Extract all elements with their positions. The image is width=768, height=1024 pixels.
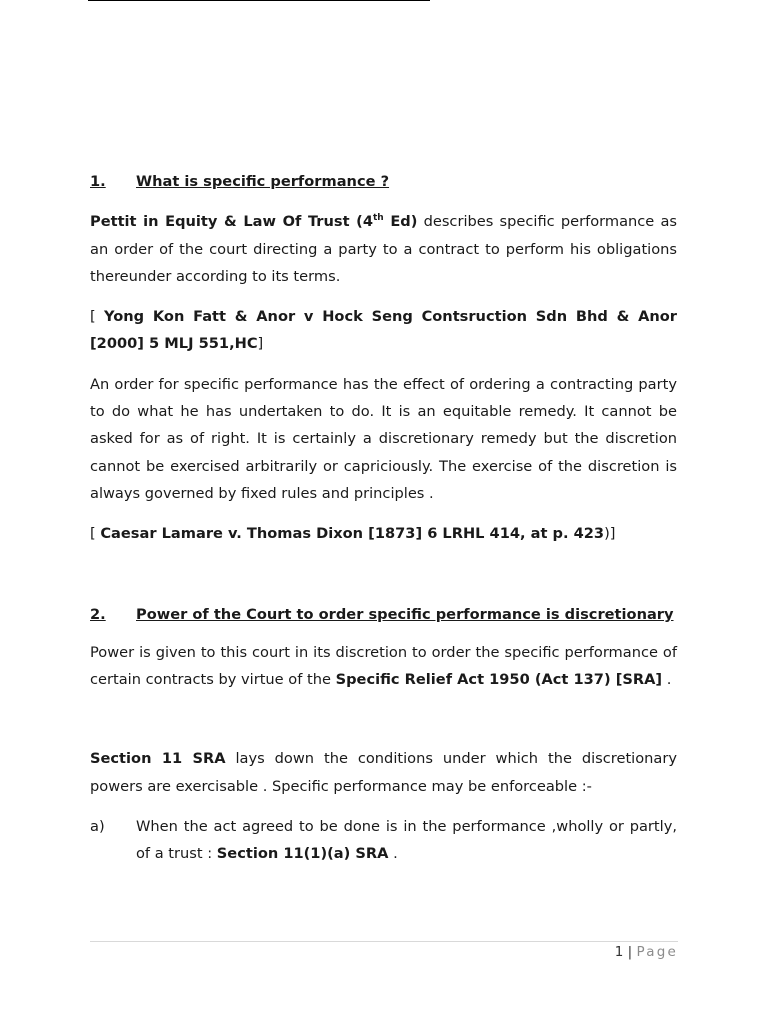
heading-2-text: Power of the Court to order specific performance is discretionary bbox=[136, 605, 674, 623]
paragraph-pettit: Pettit in Equity & Law Of Trust (4th Ed) describes specific performance as an order of the court directing a party to a contract to perform his obligations thereunder according to its terms. bbox=[90, 213, 677, 285]
list-item-a bbox=[90, 813, 677, 868]
heading-1 bbox=[90, 168, 677, 195]
page-separator: | bbox=[623, 944, 637, 960]
list-item-a-label: a) bbox=[90, 818, 105, 836]
footer-rule bbox=[90, 941, 678, 942]
heading-2 bbox=[90, 601, 677, 628]
list-item-a-text: When the act agreed to be done is in the performance ,wholly or partly, of a trust : Section 11(1)(a) SRA . bbox=[136, 818, 677, 863]
page-footer bbox=[615, 942, 678, 962]
paragraph-equitable-remedy: An order for specific performance has the effect of ordering a contracting party to do what he has undertaken to do. It is an equitable remedy. It cannot be asked for as of right. It is certainly a discretionary remedy but the discretion cannot be exercised arbitrarily or capriciously. The exercise of the discretion is always governed by fixed rules and principles . bbox=[90, 375, 677, 502]
page-word: Page bbox=[636, 944, 678, 960]
top-rule bbox=[88, 0, 430, 1]
page-number: 1 bbox=[614, 944, 624, 960]
heading-2-number: 2. bbox=[90, 605, 106, 623]
document-body bbox=[90, 168, 677, 868]
paragraph-power-given: Power is given to this court in its discretion to order the specific performance of certain contracts by virtue of the Specific Relief Act 1950 (Act 137) [SRA] . bbox=[90, 643, 677, 689]
case-citation-yong-kon-fatt: [ Yong Kon Fatt & Anor v Hock Seng Contsruction Sdn Bhd & Anor [2000] 5 MLJ 551,HC] bbox=[90, 308, 677, 353]
heading-1-text: What is specific performance ? bbox=[136, 173, 390, 190]
case-citation-caesar-lamare: [ Caesar Lamare v. Thomas Dixon [1873] 6 LRHL 414, at p. 423)] bbox=[90, 525, 616, 543]
heading-1-number: 1. bbox=[90, 173, 106, 190]
paragraph-section-11: Section 11 SRA lays down the conditions under which the discretionary powers are exercisable . Specific performance may be enforceable :- bbox=[90, 750, 677, 795]
